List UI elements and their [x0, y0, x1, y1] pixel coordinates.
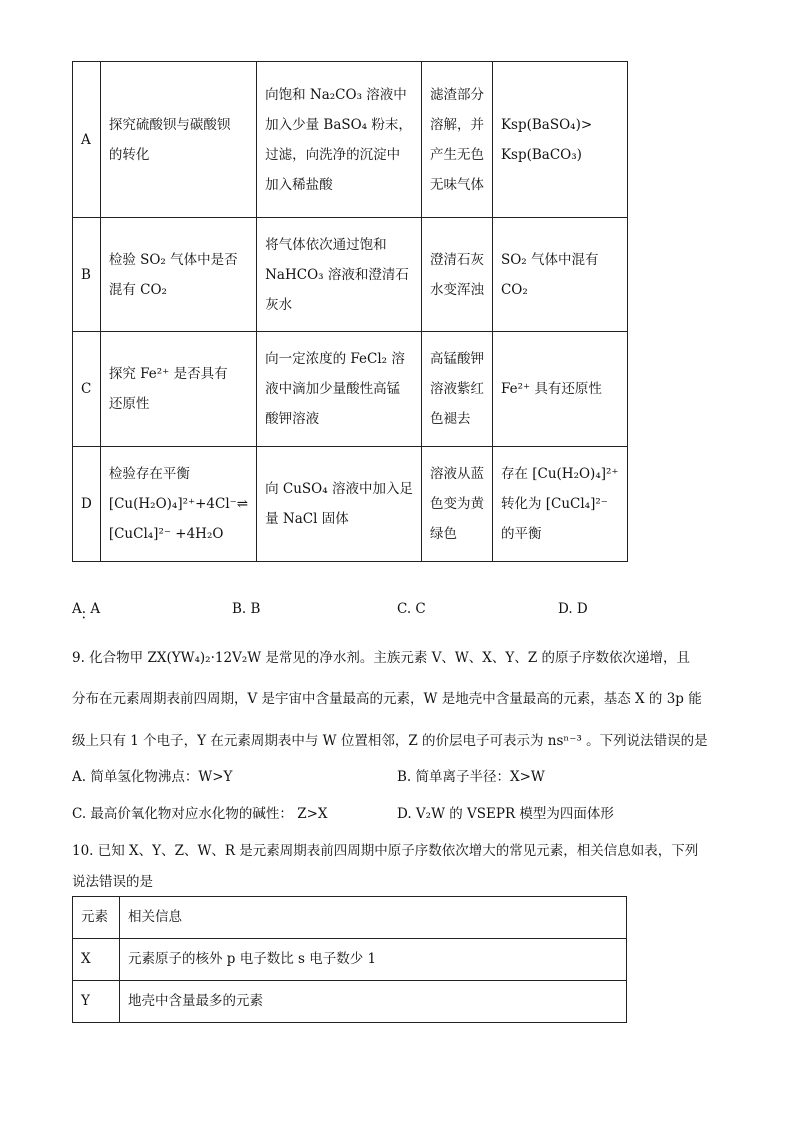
- operation-cell: [257, 332, 422, 447]
- phenomenon-cell: [421, 332, 492, 447]
- cell-text: 检验存在平衡: [108, 466, 190, 482]
- q9-option-a[interactable]: A. 简单氢化物沸点：W>Y: [72, 769, 233, 785]
- table-cell: Y: [73, 981, 120, 1023]
- cell-text: Fe²⁺ 具有还原性: [500, 381, 602, 397]
- phenomenon-cell: [421, 218, 492, 332]
- cell-text: SO₂ 气体中混有: [500, 251, 599, 268]
- cell-text: 量 NaCl 固体: [265, 511, 349, 527]
- choice-a[interactable]: A. A: [72, 601, 101, 617]
- question-10-line-2: 说法错误的是: [72, 874, 153, 890]
- option-cell: C: [73, 332, 101, 447]
- question-9-line-1: 9. 化合物甲 ZX(YW₄)₂·12V₂W 是常见的净水剂。主族元素 V、W、X、Y、Z 的原子序数依次递增，且: [72, 650, 691, 666]
- cell-text: 产生无色: [429, 146, 484, 163]
- cell-text: Ksp(BaSO₄)>: [500, 116, 593, 133]
- question-9-line-2: 分布在元素周期表前四周期，V 是宇宙中含量最高的元素，W 是地壳中含量最高的元素，基态 X 的 3p 能: [72, 691, 702, 707]
- conclusion-cell: [492, 447, 627, 562]
- cell-text: 混有 CO₂: [108, 281, 167, 298]
- column-header: 相关信息: [120, 897, 627, 939]
- operation-cell: [257, 218, 422, 332]
- column-header: 元素: [73, 897, 120, 939]
- purpose-cell: [100, 447, 256, 562]
- cell-text: 转化为 [CuCl₄]²⁻: [500, 496, 608, 512]
- cell-text: 探究 Fe²⁺ 是否具有: [108, 366, 228, 382]
- cell-text: 存在 [Cu(H₂O)₄]²⁺: [500, 466, 619, 482]
- table-cell: 元素原子的核外 p 电子数比 s 电子数少 1: [120, 939, 627, 981]
- table-cell: X: [73, 939, 120, 981]
- q9-option-c[interactable]: C. 最高价氧化物对应水化物的碱性： Z>X: [72, 806, 328, 822]
- cell-text: 的平衡: [500, 526, 542, 542]
- cell-text: 绿色: [429, 526, 457, 542]
- purpose-cell: [100, 332, 256, 447]
- choice-d[interactable]: D. D: [558, 601, 588, 617]
- phenomenon-cell: [421, 62, 492, 218]
- cell-text: 过滤，向洗净的沉淀中: [265, 146, 401, 163]
- question-10-line-1: 10. 已知 X、Y、Z、W、R 是元素周期表前四周期中原子序数依次增大的常见元素，相关信息如表，下列: [72, 843, 699, 859]
- choice-c[interactable]: C. C: [397, 601, 426, 617]
- cell-text: 溶液紫红: [429, 381, 484, 397]
- cell-text: 水变浑浊: [429, 281, 484, 298]
- cell-text: 还原性: [108, 396, 150, 412]
- purpose-cell: [100, 62, 256, 218]
- cell-text: 的转化: [108, 146, 150, 163]
- cell-text: 加入少量 BaSO₄ 粉末，: [265, 116, 412, 133]
- cell-text: 无味气体: [429, 176, 484, 193]
- cell-text: 加入稀盐酸: [265, 176, 333, 193]
- choice-b[interactable]: B. B: [232, 601, 261, 617]
- conclusion-cell: [492, 332, 627, 447]
- cell-text: 液中滴加少量酸性高锰: [265, 381, 401, 397]
- purpose-cell: [100, 218, 256, 332]
- table-cell: 地壳中含量最多的元素: [120, 981, 627, 1023]
- cell-text: 色变为黄: [429, 496, 484, 512]
- table-row: [73, 447, 628, 562]
- cell-text: [CuCl₄]²⁻ +4H₂O: [108, 526, 224, 542]
- answer-choices: [72, 601, 752, 622]
- cell-text: [Cu(H₂O)₄]²⁺+4Cl⁻⇌: [108, 496, 249, 512]
- cell-text: 色褪去: [429, 411, 471, 427]
- conclusion-cell: [492, 218, 627, 332]
- table-row: [73, 939, 627, 981]
- table-header-row: [73, 897, 627, 939]
- cell-text: 高锰酸钾: [429, 351, 484, 367]
- cell-text: 检验 SO₂ 气体中是否: [108, 251, 238, 268]
- cell-text: CO₂: [500, 281, 528, 298]
- option-cell: D: [73, 447, 101, 562]
- phenomenon-cell: [421, 447, 492, 562]
- cell-text: 向一定浓度的 FeCl₂ 溶: [265, 351, 405, 367]
- cell-text: Ksp(BaCO₃): [500, 146, 582, 163]
- q9-option-d[interactable]: D. V₂W 的 VSEPR 模型为四面体形: [397, 806, 614, 822]
- table-row: [73, 62, 628, 218]
- cell-text: 探究硫酸钡与碳酸钡: [108, 116, 231, 133]
- element-info-table: [72, 896, 627, 1023]
- option-cell: B: [73, 218, 101, 332]
- cell-text: 滤渣部分: [429, 86, 484, 103]
- conclusion-cell: [492, 62, 627, 218]
- question-9-line-3: 级上只有 1 个电子，Y 在元素周期表中与 W 位置相邻，Z 的价层电子可表示为 nsⁿ⁻³ 。下列说法错误的是: [72, 733, 708, 749]
- cell-text: 酸钾溶液: [265, 411, 320, 427]
- cell-text: 向 CuSO₄ 溶液中加入足: [265, 481, 413, 497]
- cell-text: 澄清石灰: [429, 251, 484, 268]
- dot-mark: •: [82, 615, 86, 622]
- cell-text: 溶液从蓝: [429, 466, 484, 482]
- cell-text: 灰水: [265, 296, 293, 313]
- cell-text: NaHCO₃ 溶液和澄清石: [265, 266, 409, 283]
- cell-text: 溶解，并: [429, 116, 484, 133]
- table-row: [73, 332, 628, 447]
- operation-cell: [257, 447, 422, 562]
- cell-text: 将气体依次通过饱和: [265, 236, 387, 253]
- option-cell: A: [73, 62, 101, 218]
- cell-text: 向饱和 Na₂CO₃ 溶液中: [265, 86, 407, 103]
- q9-option-b[interactable]: B. 简单离子半径：X>W: [397, 769, 545, 785]
- experiment-table: [72, 61, 628, 562]
- table-row: [73, 218, 628, 332]
- operation-cell: [257, 62, 422, 218]
- table-row: [73, 981, 627, 1023]
